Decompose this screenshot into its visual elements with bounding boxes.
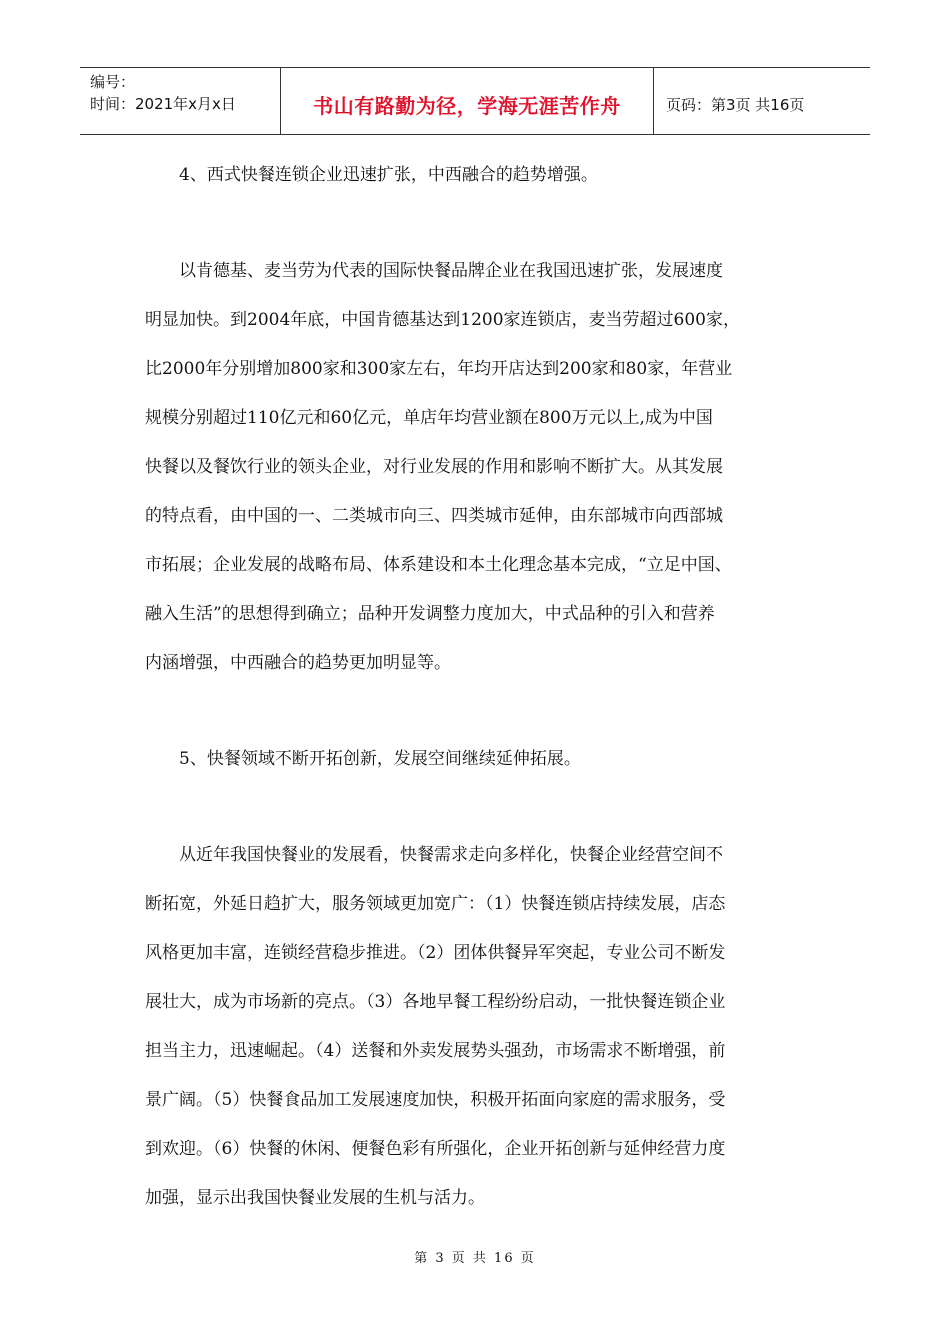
paragraph-line: 担当主力，迅速崛起。（4）送餐和外卖发展势头强劲，市场需求不断增强，前 [145, 1041, 726, 1061]
header-page-cell [654, 68, 870, 134]
paragraph-line: 风格更加丰富，连锁经营稳步推进。（2）团体供餐异军突起，专业公司不断发 [145, 943, 726, 963]
paragraph-line: 市拓展；企业发展的战略布局、体系建设和本土化理念基本完成，“立足中国、 [145, 555, 732, 575]
paragraph-line: 内涵增强，中西融合的趋势更加明显等。 [145, 653, 451, 673]
doc-number-label: 编号： [90, 73, 136, 91]
paragraph-line: 到欢迎。（6）快餐的休闲、便餐色彩有所强化，企业开拓创新与延伸经营力度 [145, 1139, 726, 1159]
page-footer: 第 3 页 共 16 页 [414, 1251, 536, 1266]
header-motto-cell [281, 68, 654, 134]
paragraph-line: 规模分别超过110亿元和60亿元，单店年均营业额在800万元以上,成为中国 [145, 408, 713, 428]
paragraph-line: 以肯德基、麦当劳为代表的国际快餐品牌企业在我国迅速扩张，发展速度 [179, 261, 723, 281]
document-header [80, 67, 870, 135]
paragraph-line: 断拓宽，外延日趋扩大，服务领域更加宽广：（1）快餐连锁店持续发展，店态 [145, 894, 726, 914]
paragraph-line: 快餐以及餐饮行业的领头企业，对行业发展的作用和影响不断扩大。从其发展 [145, 457, 723, 477]
paragraph-line: 比2000年分别增加800家和300家左右，年均开店达到200家和80家，年营业 [145, 359, 733, 379]
paragraph-line: 从近年我国快餐业的发展看，快餐需求走向多样化，快餐企业经营空间不 [179, 845, 723, 865]
paragraph-line: 明显加快。到2004年底，中国肯德基达到1200家连锁店，麦当劳超过600家， [145, 310, 740, 330]
section-heading-4: 4、西式快餐连锁企业迅速扩张，中西融合的趋势增强。 [179, 165, 598, 185]
motto-text: 书山有路勤为径，学海无涯苦作舟 [313, 94, 621, 118]
paragraph-line: 的特点看，由中国的一、二类城市向三、四类城市延伸，由东部城市向西部城 [145, 506, 723, 526]
page-code: 页码：第3页 共16页 [666, 96, 805, 114]
header-meta-cell [80, 68, 281, 134]
paragraph-line: 景广阔。（5）快餐食品加工发展速度加快，积极开拓面向家庭的需求服务，受 [145, 1090, 726, 1110]
section-heading-5: 5、快餐领域不断开拓创新，发展空间继续延伸拓展。 [179, 749, 581, 769]
paragraph-line: 展壮大，成为市场新的亮点。（3）各地早餐工程纷纷启动，一批快餐连锁企业 [145, 992, 726, 1012]
paragraph-line: 融入生活”的思想得到确立；品种开发调整力度加大，中式品种的引入和营养 [145, 604, 715, 624]
date-label: 时间：2021年x月x日 [90, 95, 236, 113]
paragraph-line: 加强，显示出我国快餐业发展的生机与活力。 [145, 1188, 485, 1208]
